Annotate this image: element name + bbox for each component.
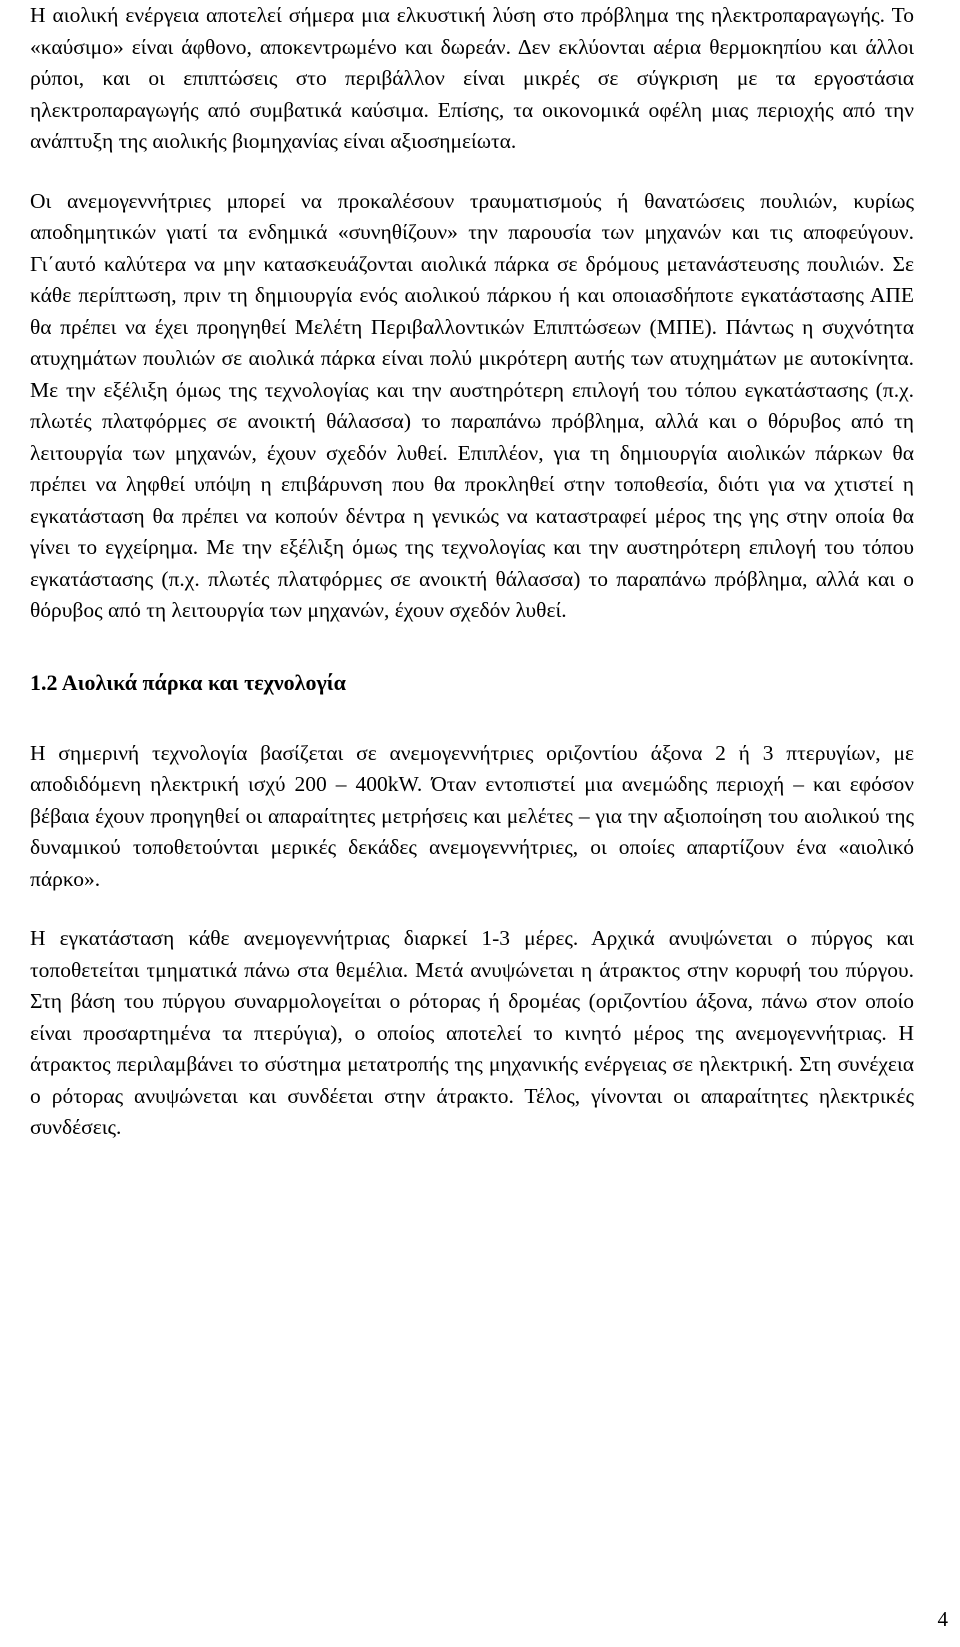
paragraph-birds-impact: Οι ανεμογεννήτριες μπορεί να προκαλέσουν τραυματισμούς ή θανατώσεις πουλιών, κυρίως αποδημητικών γιατί τα ενδημικά «συνηθίζουν» την παρουσία των μηχανών και τις αποφεύγουν. Γι΄αυτό καλύτερα να μην κατασκευάζονται αιολικά πάρκα σε δρόμους μετανάστευσης πουλιών. Σε κάθε περίπτωση, πριν τη δημιουργία ενός αιολικού πάρκου ή και οποιασδήποτε εγκατάστασης ΑΠΕ θα πρέπει να έχει προηγηθεί Μελέτη Περιβαλλοντικών Επιπτώσεων (ΜΠΕ). Πάντως η συχνότητα ατυχημάτων πουλιών σε αιολικά πάρκα είναι πολύ μικρότερη αυτής των ατυχημάτων με αυτοκίνητα. Με την εξέλιξη όμως της τεχνολογίας και την αυστηρότερη επιλογή του τόπου εγκατάστασης (π.χ. πλωτές πλατφόρμες σε ανοικτή θάλασσα) το παραπάνω πρόβλημα, αλλά και ο θόρυβος από τη λειτουργία των μηχανών, έχουν σχεδόν λυθεί. Επιπλέον, για τη δημιουργία αιολικών πάρκων θα πρέπει να ληφθεί υπόψη η επιβάρυνση που θα προκληθεί στην τοποθεσία, διότι για να χτιστεί η εγκατάσταση θα πρέπει να κοπούν δέντρα η γενικώς να καταστραφεί μέρος της γης στην οποία θα γίνει το εγχείρημα. Με την εξέλιξη όμως της τεχνολογίας και την αυστηρότερη επιλογή του τόπου εγκατάστασης (π.χ. πλωτές πλατφόρμες σε ανοικτή θάλασσα) το παραπάνω πρόβλημα, αλλά και ο θόρυβος από τη λειτουργία των μηχανών, έχουν σχεδόν λυθεί. xyxy=(30,188,914,622)
paragraph-wind-energy-intro: Η αιολική ενέργεια αποτελεί σήμερα μια ελκυστική λύση στο πρόβλημα της ηλεκτροπαραγωγής. Το «καύσιμο» είναι άφθονο, αποκεντρωμένο και δωρεάν. Δεν εκλύονται αέρια θερμοκηπίου και άλλοι ρύποι, και οι επιπτώσεις στο περιβάλλον είναι μικρές σε σύγκριση με τα εργοστάσια ηλεκτροπαραγωγής από συμβατικά καύσιμα. Επίσης, τα οικονομικά οφέλη μιας περιοχής από την ανάπτυξη της αιολικής βιομηχανίας είναι αξιοσημείωτα. xyxy=(30,3,914,153)
document-page xyxy=(30,0,914,1144)
paragraph-technology: Η σημερινή τεχνολογία βασίζεται σε ανεμογεννήτριες οριζοντίου άξονα 2 ή 3 πτερυγίων, με αποδιδόμενη ηλεκτρική ισχύ 200 – 400kW. Όταν εντοπιστεί μια ανεμώδης περιοχή – και εφόσον βέβαια έχουν προηγηθεί οι απαραίτητες μετρήσεις και μελέτες – για την αξιοποίηση του αιολικού της δυναμικού τοποθετούνται μερικές δεκάδες ανεμογεννήτριες, οι οποίες απαρτίζουν ένα «αιολικό πάρκο». xyxy=(30,740,914,891)
page-number: 4 xyxy=(937,1607,948,1631)
section-heading: 1.2 Αιολικά πάρκα και τεχνολογία xyxy=(30,669,346,695)
paragraph-installation: Η εγκατάσταση κάθε ανεμογεννήτριας διαρκεί 1-3 μέρες. Αρχικά ανυψώνεται ο πύργος και τοποθετείται τμηματικά πάνω στα θεμέλια. Μετά ανυψώνεται η άτρακτος στην κορυφή του πύργου. Στη βάση του πύργου συναρμολογείται ο ρότορας ή δρομέας (οριζοντίου άξονα, πάνω στον οποίο είναι προσαρτημένα τα πτερύγια), ο οποίος αποτελεί το κινητό μέρος της ανεμογεννήτριας. Η άτρακτος περιλαμβάνει το σύστημα μετατροπής της μηχανικής ενέργειας σε ηλεκτρική. Στη συνέχεια ο ρότορας ανυψώνεται και συνδέεται στην άτρακτο. Τέλος, γίνονται οι απαραίτητες ηλεκτρικές συνδέσεις. xyxy=(30,926,914,1139)
